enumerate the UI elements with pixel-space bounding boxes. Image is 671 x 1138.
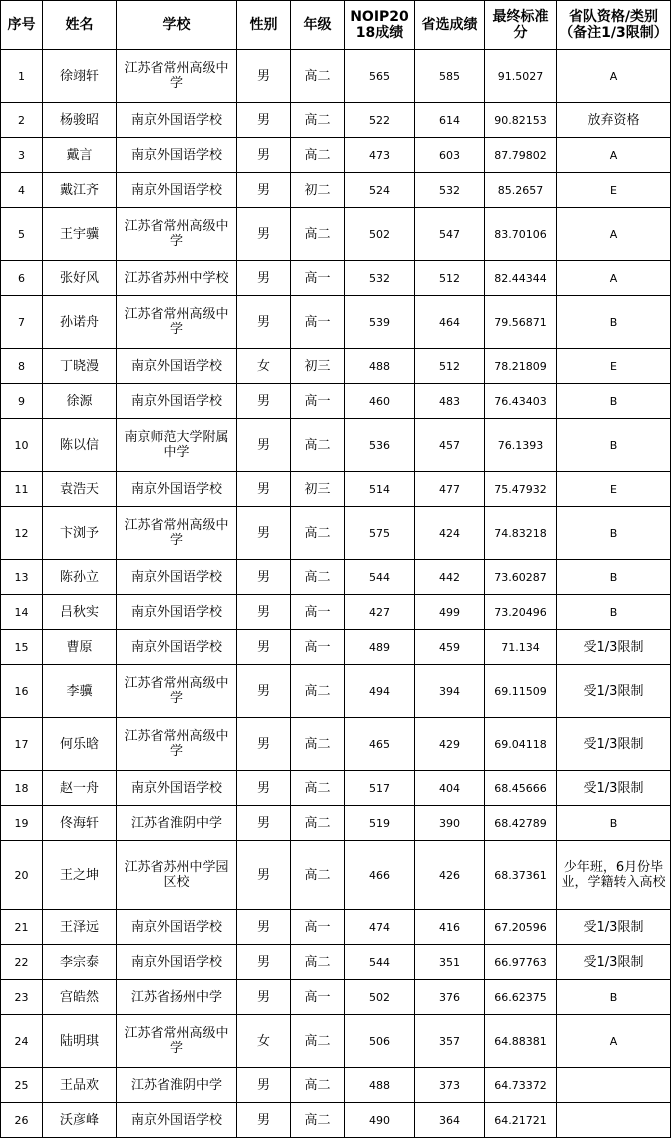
name-cell: 王泽远 bbox=[43, 910, 117, 945]
grade-cell: 高二 bbox=[291, 103, 345, 138]
noip-cell: 502 bbox=[345, 208, 415, 261]
noip-cell: 519 bbox=[345, 806, 415, 841]
table-row bbox=[1, 595, 671, 630]
gender-cell: 男 bbox=[237, 806, 291, 841]
seq-cell: 3 bbox=[1, 138, 43, 173]
name-cell: 丁晓漫 bbox=[43, 349, 117, 384]
noip-cell: 565 bbox=[345, 50, 415, 103]
school-cell: 南京外国语学校 bbox=[117, 595, 237, 630]
school-cell: 江苏省常州高级中学 bbox=[117, 718, 237, 771]
gender-cell: 男 bbox=[237, 665, 291, 718]
provincial-cell: 426 bbox=[415, 841, 485, 910]
final-cell: 75.47932 bbox=[485, 472, 557, 507]
name-cell: 杨骏昭 bbox=[43, 103, 117, 138]
qualification-cell bbox=[557, 1068, 671, 1103]
school-cell: 江苏省常州高级中学 bbox=[117, 665, 237, 718]
table-row bbox=[1, 103, 671, 138]
name-cell: 沃彦峰 bbox=[43, 1103, 117, 1138]
gender-cell: 男 bbox=[237, 630, 291, 665]
school-cell: 江苏省淮阴中学 bbox=[117, 806, 237, 841]
noip-cell: 514 bbox=[345, 472, 415, 507]
table-row bbox=[1, 138, 671, 173]
noip-cell: 466 bbox=[345, 841, 415, 910]
final-cell: 76.43403 bbox=[485, 384, 557, 419]
gender-cell: 男 bbox=[237, 718, 291, 771]
seq-cell: 1 bbox=[1, 50, 43, 103]
noip-cell: 524 bbox=[345, 173, 415, 208]
final-cell: 87.79802 bbox=[485, 138, 557, 173]
grade-cell: 高二 bbox=[291, 138, 345, 173]
name-cell: 王宇骥 bbox=[43, 208, 117, 261]
qualification-cell: A bbox=[557, 261, 671, 296]
gender-cell: 男 bbox=[237, 384, 291, 419]
provincial-cell: 512 bbox=[415, 349, 485, 384]
noip-cell: 502 bbox=[345, 980, 415, 1015]
provincial-cell: 424 bbox=[415, 507, 485, 560]
final-cell: 78.21809 bbox=[485, 349, 557, 384]
final-cell: 64.73372 bbox=[485, 1068, 557, 1103]
seq-cell: 9 bbox=[1, 384, 43, 419]
gender-cell: 女 bbox=[237, 1015, 291, 1068]
seq-cell: 14 bbox=[1, 595, 43, 630]
provincial-cell: 603 bbox=[415, 138, 485, 173]
gender-cell: 男 bbox=[237, 595, 291, 630]
school-cell: 江苏省扬州中学 bbox=[117, 980, 237, 1015]
school-cell: 江苏省淮阴中学 bbox=[117, 1068, 237, 1103]
final-cell: 83.70106 bbox=[485, 208, 557, 261]
name-cell: 张好风 bbox=[43, 261, 117, 296]
gender-cell: 男 bbox=[237, 419, 291, 472]
provincial-cell: 373 bbox=[415, 1068, 485, 1103]
table-row bbox=[1, 208, 671, 261]
grade-cell: 高一 bbox=[291, 910, 345, 945]
table-row bbox=[1, 384, 671, 419]
seq-cell: 15 bbox=[1, 630, 43, 665]
table-row bbox=[1, 630, 671, 665]
provincial-cell: 357 bbox=[415, 1015, 485, 1068]
final-cell: 76.1393 bbox=[485, 419, 557, 472]
seq-cell: 7 bbox=[1, 296, 43, 349]
table-row bbox=[1, 173, 671, 208]
table-row bbox=[1, 472, 671, 507]
school-cell: 江苏省苏州中学校 bbox=[117, 261, 237, 296]
final-cell: 91.5027 bbox=[485, 50, 557, 103]
final-cell: 71.134 bbox=[485, 630, 557, 665]
gender-cell: 男 bbox=[237, 910, 291, 945]
seq-cell: 11 bbox=[1, 472, 43, 507]
gender-cell: 男 bbox=[237, 1103, 291, 1138]
final-cell: 68.37361 bbox=[485, 841, 557, 910]
school-cell: 江苏省常州高级中学 bbox=[117, 507, 237, 560]
grade-cell: 高二 bbox=[291, 1103, 345, 1138]
qualification-cell: E bbox=[557, 173, 671, 208]
table-row bbox=[1, 771, 671, 806]
seq-cell: 6 bbox=[1, 261, 43, 296]
provincial-cell: 585 bbox=[415, 50, 485, 103]
name-cell: 王品欢 bbox=[43, 1068, 117, 1103]
seq-cell: 5 bbox=[1, 208, 43, 261]
name-cell: 袁浩天 bbox=[43, 472, 117, 507]
table-row bbox=[1, 507, 671, 560]
grade-cell: 高一 bbox=[291, 980, 345, 1015]
provincial-cell: 457 bbox=[415, 419, 485, 472]
provincial-cell: 499 bbox=[415, 595, 485, 630]
name-cell: 曹原 bbox=[43, 630, 117, 665]
gender-cell: 男 bbox=[237, 103, 291, 138]
grade-cell: 高二 bbox=[291, 771, 345, 806]
table-row bbox=[1, 419, 671, 472]
seq-cell: 19 bbox=[1, 806, 43, 841]
school-cell: 南京外国语学校 bbox=[117, 173, 237, 208]
grade-cell: 初二 bbox=[291, 173, 345, 208]
qualification-cell: A bbox=[557, 138, 671, 173]
provincial-cell: 364 bbox=[415, 1103, 485, 1138]
table-row bbox=[1, 349, 671, 384]
provincial-cell: 614 bbox=[415, 103, 485, 138]
seq-cell: 16 bbox=[1, 665, 43, 718]
table-row bbox=[1, 560, 671, 595]
noip-cell: 539 bbox=[345, 296, 415, 349]
qualification-cell: B bbox=[557, 384, 671, 419]
name-cell: 陆明琪 bbox=[43, 1015, 117, 1068]
name-cell: 戴言 bbox=[43, 138, 117, 173]
grade-cell: 高一 bbox=[291, 384, 345, 419]
final-cell: 79.56871 bbox=[485, 296, 557, 349]
final-cell: 74.83218 bbox=[485, 507, 557, 560]
name-cell: 李宗泰 bbox=[43, 945, 117, 980]
final-cell: 66.97763 bbox=[485, 945, 557, 980]
school-cell: 江苏省苏州中学园区校 bbox=[117, 841, 237, 910]
seq-cell: 20 bbox=[1, 841, 43, 910]
qualification-cell: 受1/3限制 bbox=[557, 718, 671, 771]
grade-cell: 高二 bbox=[291, 1015, 345, 1068]
noip-cell: 490 bbox=[345, 1103, 415, 1138]
name-cell: 孙诺舟 bbox=[43, 296, 117, 349]
noip-cell: 427 bbox=[345, 595, 415, 630]
noip-cell: 536 bbox=[345, 419, 415, 472]
header-name: 姓名 bbox=[43, 1, 117, 50]
seq-cell: 17 bbox=[1, 718, 43, 771]
seq-cell: 2 bbox=[1, 103, 43, 138]
seq-cell: 8 bbox=[1, 349, 43, 384]
qualification-cell: B bbox=[557, 419, 671, 472]
grade-cell: 高二 bbox=[291, 945, 345, 980]
name-cell: 陈孙立 bbox=[43, 560, 117, 595]
table-row bbox=[1, 945, 671, 980]
table-row bbox=[1, 806, 671, 841]
final-cell: 73.20496 bbox=[485, 595, 557, 630]
header-row bbox=[1, 1, 671, 50]
provincial-cell: 459 bbox=[415, 630, 485, 665]
gender-cell: 男 bbox=[237, 1068, 291, 1103]
qualification-cell bbox=[557, 1103, 671, 1138]
name-cell: 徐源 bbox=[43, 384, 117, 419]
gender-cell: 男 bbox=[237, 945, 291, 980]
school-cell: 南京外国语学校 bbox=[117, 771, 237, 806]
grade-cell: 高二 bbox=[291, 718, 345, 771]
grade-cell: 高二 bbox=[291, 560, 345, 595]
grade-cell: 高二 bbox=[291, 806, 345, 841]
provincial-cell: 376 bbox=[415, 980, 485, 1015]
qualification-cell: A bbox=[557, 50, 671, 103]
gender-cell: 男 bbox=[237, 472, 291, 507]
gender-cell: 男 bbox=[237, 50, 291, 103]
grade-cell: 高二 bbox=[291, 841, 345, 910]
gender-cell: 男 bbox=[237, 841, 291, 910]
final-cell: 64.21721 bbox=[485, 1103, 557, 1138]
seq-cell: 18 bbox=[1, 771, 43, 806]
final-cell: 66.62375 bbox=[485, 980, 557, 1015]
final-cell: 64.88381 bbox=[485, 1015, 557, 1068]
seq-cell: 13 bbox=[1, 560, 43, 595]
school-cell: 南京外国语学校 bbox=[117, 138, 237, 173]
final-cell: 82.44344 bbox=[485, 261, 557, 296]
school-cell: 南京外国语学校 bbox=[117, 1103, 237, 1138]
gender-cell: 女 bbox=[237, 349, 291, 384]
provincial-cell: 416 bbox=[415, 910, 485, 945]
qualification-cell: B bbox=[557, 560, 671, 595]
provincial-cell: 512 bbox=[415, 261, 485, 296]
header-final: 最终标准分 bbox=[485, 1, 557, 50]
gender-cell: 男 bbox=[237, 296, 291, 349]
gender-cell: 男 bbox=[237, 771, 291, 806]
final-cell: 90.82153 bbox=[485, 103, 557, 138]
name-cell: 何乐晗 bbox=[43, 718, 117, 771]
grade-cell: 高二 bbox=[291, 419, 345, 472]
table-row bbox=[1, 50, 671, 103]
noip-cell: 494 bbox=[345, 665, 415, 718]
school-cell: 南京外国语学校 bbox=[117, 384, 237, 419]
qualification-cell: B bbox=[557, 980, 671, 1015]
final-cell: 85.2657 bbox=[485, 173, 557, 208]
header-grade: 年级 bbox=[291, 1, 345, 50]
qualification-cell: B bbox=[557, 296, 671, 349]
school-cell: 南京外国语学校 bbox=[117, 910, 237, 945]
school-cell: 南京外国语学校 bbox=[117, 630, 237, 665]
table-row bbox=[1, 910, 671, 945]
noip-cell: 517 bbox=[345, 771, 415, 806]
provincial-cell: 442 bbox=[415, 560, 485, 595]
table-row bbox=[1, 980, 671, 1015]
qualification-cell: 受1/3限制 bbox=[557, 665, 671, 718]
school-cell: 南京师范大学附属中学 bbox=[117, 419, 237, 472]
table-row bbox=[1, 1103, 671, 1138]
gender-cell: 男 bbox=[237, 980, 291, 1015]
provincial-cell: 404 bbox=[415, 771, 485, 806]
grade-cell: 高二 bbox=[291, 507, 345, 560]
noip-cell: 488 bbox=[345, 349, 415, 384]
table-row bbox=[1, 1015, 671, 1068]
grade-cell: 高二 bbox=[291, 208, 345, 261]
name-cell: 卞浏予 bbox=[43, 507, 117, 560]
noip-cell: 473 bbox=[345, 138, 415, 173]
school-cell: 南京外国语学校 bbox=[117, 103, 237, 138]
gender-cell: 男 bbox=[237, 261, 291, 296]
noip-cell: 506 bbox=[345, 1015, 415, 1068]
grade-cell: 高二 bbox=[291, 1068, 345, 1103]
qualification-cell: E bbox=[557, 472, 671, 507]
qualification-cell: 受1/3限制 bbox=[557, 910, 671, 945]
seq-cell: 10 bbox=[1, 419, 43, 472]
qualification-cell: B bbox=[557, 595, 671, 630]
qualification-cell: 受1/3限制 bbox=[557, 771, 671, 806]
final-cell: 67.20596 bbox=[485, 910, 557, 945]
name-cell: 李骥 bbox=[43, 665, 117, 718]
grade-cell: 初三 bbox=[291, 472, 345, 507]
grade-cell: 高一 bbox=[291, 296, 345, 349]
gender-cell: 男 bbox=[237, 138, 291, 173]
provincial-cell: 390 bbox=[415, 806, 485, 841]
school-cell: 南京外国语学校 bbox=[117, 472, 237, 507]
school-cell: 江苏省常州高级中学 bbox=[117, 208, 237, 261]
table-body bbox=[1, 50, 671, 1138]
final-cell: 73.60287 bbox=[485, 560, 557, 595]
table-row bbox=[1, 718, 671, 771]
name-cell: 戴江齐 bbox=[43, 173, 117, 208]
grade-cell: 高二 bbox=[291, 665, 345, 718]
name-cell: 陈以信 bbox=[43, 419, 117, 472]
school-cell: 南京外国语学校 bbox=[117, 349, 237, 384]
gender-cell: 男 bbox=[237, 208, 291, 261]
name-cell: 徐翊轩 bbox=[43, 50, 117, 103]
gender-cell: 男 bbox=[237, 507, 291, 560]
qualification-cell: A bbox=[557, 208, 671, 261]
table-row bbox=[1, 261, 671, 296]
seq-cell: 26 bbox=[1, 1103, 43, 1138]
provincial-cell: 429 bbox=[415, 718, 485, 771]
qualification-cell: 受1/3限制 bbox=[557, 945, 671, 980]
header-provincial: 省选成绩 bbox=[415, 1, 485, 50]
header-school: 学校 bbox=[117, 1, 237, 50]
noip-cell: 474 bbox=[345, 910, 415, 945]
qualification-cell: B bbox=[557, 806, 671, 841]
gender-cell: 男 bbox=[237, 173, 291, 208]
school-cell: 南京外国语学校 bbox=[117, 945, 237, 980]
qualification-cell: 放弃资格 bbox=[557, 103, 671, 138]
noip-cell: 460 bbox=[345, 384, 415, 419]
grade-cell: 高二 bbox=[291, 50, 345, 103]
table-row bbox=[1, 1068, 671, 1103]
school-cell: 南京外国语学校 bbox=[117, 560, 237, 595]
final-cell: 69.04118 bbox=[485, 718, 557, 771]
noip-cell: 544 bbox=[345, 945, 415, 980]
noip-cell: 488 bbox=[345, 1068, 415, 1103]
header-qualification: 省队资格/类别（备注1/3限制） bbox=[557, 1, 671, 50]
provincial-cell: 483 bbox=[415, 384, 485, 419]
seq-cell: 4 bbox=[1, 173, 43, 208]
table-row bbox=[1, 841, 671, 910]
provincial-cell: 532 bbox=[415, 173, 485, 208]
noip-cell: 489 bbox=[345, 630, 415, 665]
seq-cell: 22 bbox=[1, 945, 43, 980]
grade-cell: 高一 bbox=[291, 630, 345, 665]
qualification-cell: E bbox=[557, 349, 671, 384]
final-cell: 68.42789 bbox=[485, 806, 557, 841]
noip-cell: 532 bbox=[345, 261, 415, 296]
header-noip: NOIP2018成绩 bbox=[345, 1, 415, 50]
name-cell: 赵一舟 bbox=[43, 771, 117, 806]
name-cell: 吕秋实 bbox=[43, 595, 117, 630]
table-row bbox=[1, 665, 671, 718]
grade-cell: 初三 bbox=[291, 349, 345, 384]
name-cell: 佟海轩 bbox=[43, 806, 117, 841]
name-cell: 宫皓然 bbox=[43, 980, 117, 1015]
noip-cell: 575 bbox=[345, 507, 415, 560]
name-cell: 王之坤 bbox=[43, 841, 117, 910]
final-cell: 69.11509 bbox=[485, 665, 557, 718]
noip-cell: 522 bbox=[345, 103, 415, 138]
school-cell: 江苏省常州高级中学 bbox=[117, 50, 237, 103]
provincial-cell: 464 bbox=[415, 296, 485, 349]
table-row bbox=[1, 296, 671, 349]
qualification-cell: 受1/3限制 bbox=[557, 630, 671, 665]
header-gender: 性别 bbox=[237, 1, 291, 50]
gender-cell: 男 bbox=[237, 560, 291, 595]
noip-cell: 544 bbox=[345, 560, 415, 595]
seq-cell: 23 bbox=[1, 980, 43, 1015]
provincial-cell: 547 bbox=[415, 208, 485, 261]
qualification-cell: A bbox=[557, 1015, 671, 1068]
seq-cell: 12 bbox=[1, 507, 43, 560]
qualification-cell: 少年班，6月份毕业，学籍转入高校 bbox=[557, 841, 671, 910]
header-seq: 序号 bbox=[1, 1, 43, 50]
final-cell: 68.45666 bbox=[485, 771, 557, 806]
noip-cell: 465 bbox=[345, 718, 415, 771]
seq-cell: 24 bbox=[1, 1015, 43, 1068]
grade-cell: 高一 bbox=[291, 595, 345, 630]
seq-cell: 21 bbox=[1, 910, 43, 945]
grade-cell: 高一 bbox=[291, 261, 345, 296]
provincial-cell: 394 bbox=[415, 665, 485, 718]
qualification-cell: B bbox=[557, 507, 671, 560]
school-cell: 江苏省常州高级中学 bbox=[117, 296, 237, 349]
provincial-cell: 477 bbox=[415, 472, 485, 507]
seq-cell: 25 bbox=[1, 1068, 43, 1103]
school-cell: 江苏省常州高级中学 bbox=[117, 1015, 237, 1068]
provincial-cell: 351 bbox=[415, 945, 485, 980]
